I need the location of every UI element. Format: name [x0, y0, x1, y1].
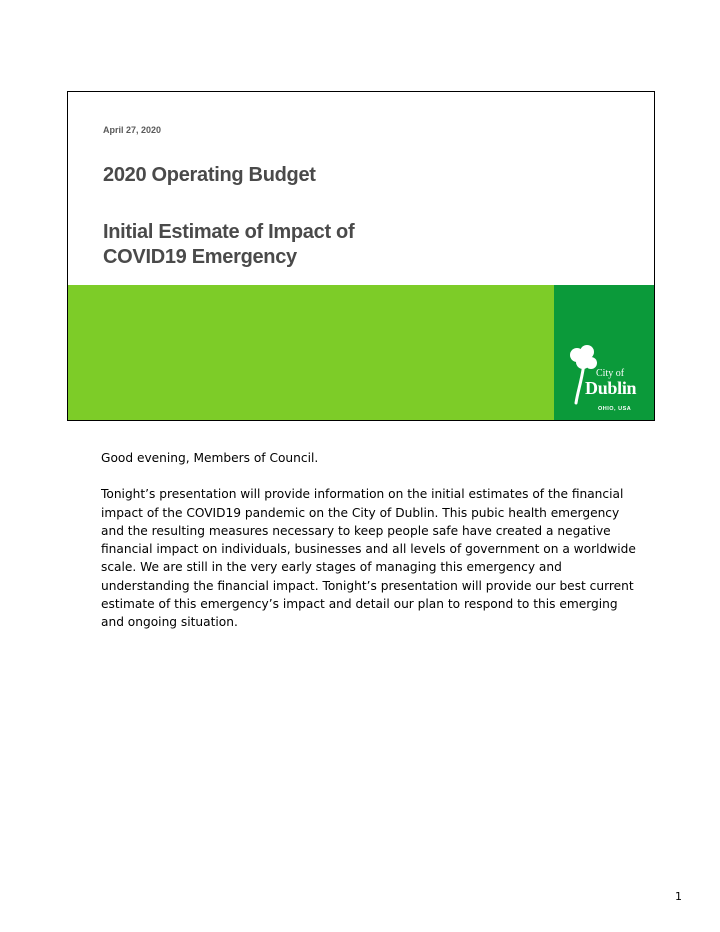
city-of-dublin-logo	[554, 285, 655, 421]
slide-title: 2020 Operating Budget	[103, 164, 316, 186]
notes-body: Tonight’s presentation will provide information on the initial estimates of the financial impact of the COVID19 pandemic on the City of Dublin. This pubic health emergency and the resulting measures necessary to keep people safe have created a negative financial impact on individuals, businesses and all levels of government on a worldwide scale. We are still in the very early stages of managing this emergency and understanding the financial impact. Tonight’s presentation will provide our best current estimate of this emergency’s impact and detail our plan to respond to this emerging and ongoing situation.	[101, 487, 636, 630]
slide-thumbnail	[67, 91, 655, 421]
logo-panel	[554, 285, 655, 421]
logo-location: OHIO, USA	[598, 406, 632, 412]
logo-city-of: City of	[596, 368, 625, 379]
slide-subtitle-line2: COVID19 Emergency	[103, 246, 297, 268]
shamrock-icon	[554, 285, 655, 421]
slide-date: April 27, 2020	[103, 125, 162, 135]
notes-greeting: Good evening, Members of Council.	[101, 451, 319, 465]
page-number: 1	[675, 890, 682, 903]
slide-subtitle	[103, 220, 354, 270]
speaker-notes	[101, 449, 641, 632]
green-band	[68, 285, 554, 421]
slide-subtitle-line1: Initial Estimate of Impact of	[103, 221, 355, 243]
logo-dublin: Dublin	[585, 378, 637, 398]
